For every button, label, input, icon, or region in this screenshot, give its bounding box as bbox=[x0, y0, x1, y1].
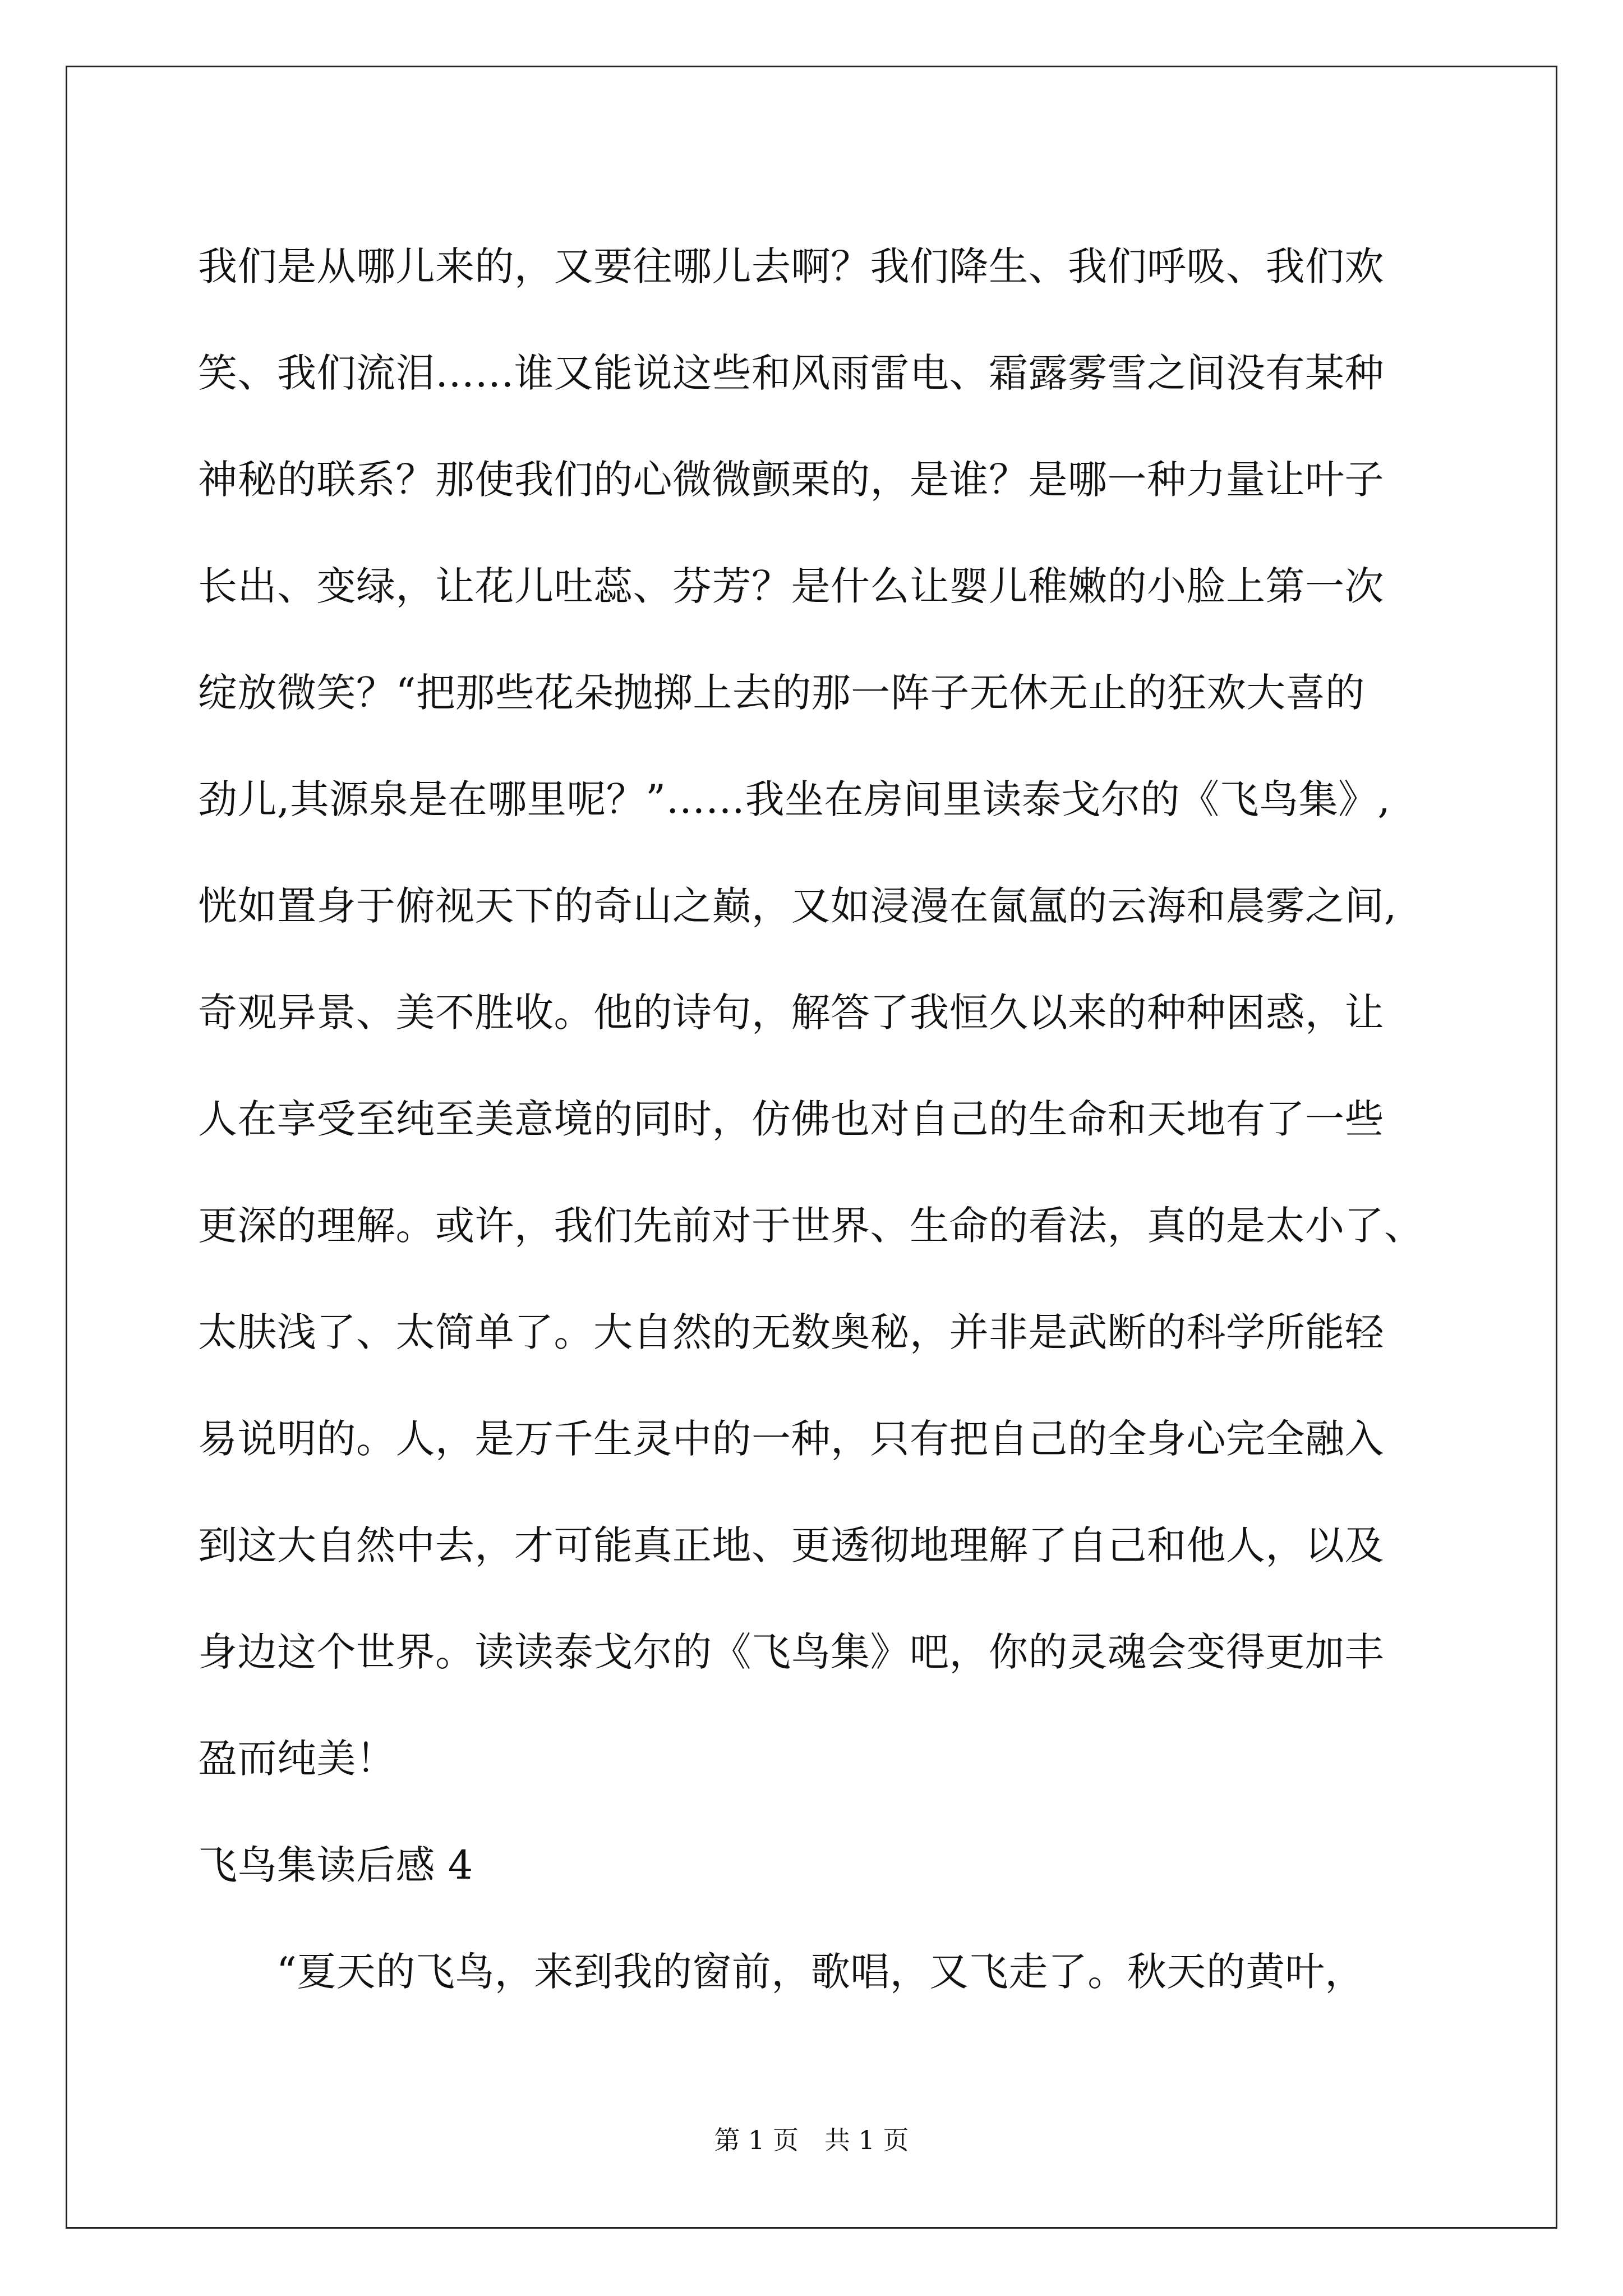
section-heading: 飞鸟集读后感 4 bbox=[198, 1842, 473, 1888]
text-line: 神秘的联系？那使我们的心微微颤栗的，是谁？是哪一种力量让叶子 bbox=[198, 457, 1384, 503]
text-line: 绽放微笑？“把那些花朵抛掷上去的那一阵子无休无止的狂欢大喜的 bbox=[198, 670, 1365, 716]
text-line: 更深的理解。或许，我们先前对于世界、生命的看法，真的是太小了、 bbox=[198, 1203, 1424, 1249]
paragraph-1 bbox=[198, 213, 1449, 1812]
text-line: 恍如置身于俯视天下的奇山之巅，又如浸漫在氤氲的云海和晨雾之间, bbox=[198, 883, 1397, 929]
text-line: 我们是从哪儿来的，又要往哪儿去啊？我们降生、我们呼吸、我们欢 bbox=[198, 243, 1384, 289]
document-body bbox=[198, 213, 1449, 2025]
text-line: 奇观异景、美不胜收。他的诗句，解答了我恒久以来的种种困惑，让 bbox=[198, 990, 1384, 1036]
page-total: 共 1 页 bbox=[824, 2125, 909, 2155]
page-footer bbox=[0, 2123, 1623, 2157]
paragraph-2 bbox=[198, 1918, 1449, 2025]
text-line: 盈而纯美！ bbox=[198, 1736, 396, 1782]
text-line: 劲儿,其源泉是在哪里呢？”……我坐在房间里读泰戈尔的《飞鸟集》, bbox=[198, 776, 1391, 822]
page-number: 第 1 页 bbox=[714, 2125, 799, 2155]
text-line: 人在享受至纯至美意境的同时，仿佛也对自己的生命和天地有了一些 bbox=[198, 1096, 1384, 1142]
text-line: 笑、我们流泪……谁又能说这些和风雨雷电、霜露雾雪之间没有某种 bbox=[198, 350, 1384, 396]
text-line: 长出、变绿，让花儿吐蕊、芬芳？是什么让婴儿稚嫩的小脸上第一次 bbox=[198, 563, 1384, 609]
text-line: 太肤浅了、太简单了。大自然的无数奥秘，并非是武断的科学所能轻 bbox=[198, 1309, 1384, 1355]
text-line: 到这大自然中去，才可能真正地、更透彻地理解了自己和他人，以及 bbox=[198, 1522, 1384, 1568]
text-line: 身边这个世界。读读泰戈尔的《飞鸟集》吧，你的灵魂会变得更加丰 bbox=[198, 1629, 1384, 1675]
text-line: 易说明的。人，是万千生灵中的一种，只有把自己的全身心完全融入 bbox=[198, 1416, 1384, 1462]
text-line: “夏天的飞鸟，来到我的窗前，歌唱，又飞走了。秋天的黄叶， bbox=[276, 1949, 1364, 1995]
